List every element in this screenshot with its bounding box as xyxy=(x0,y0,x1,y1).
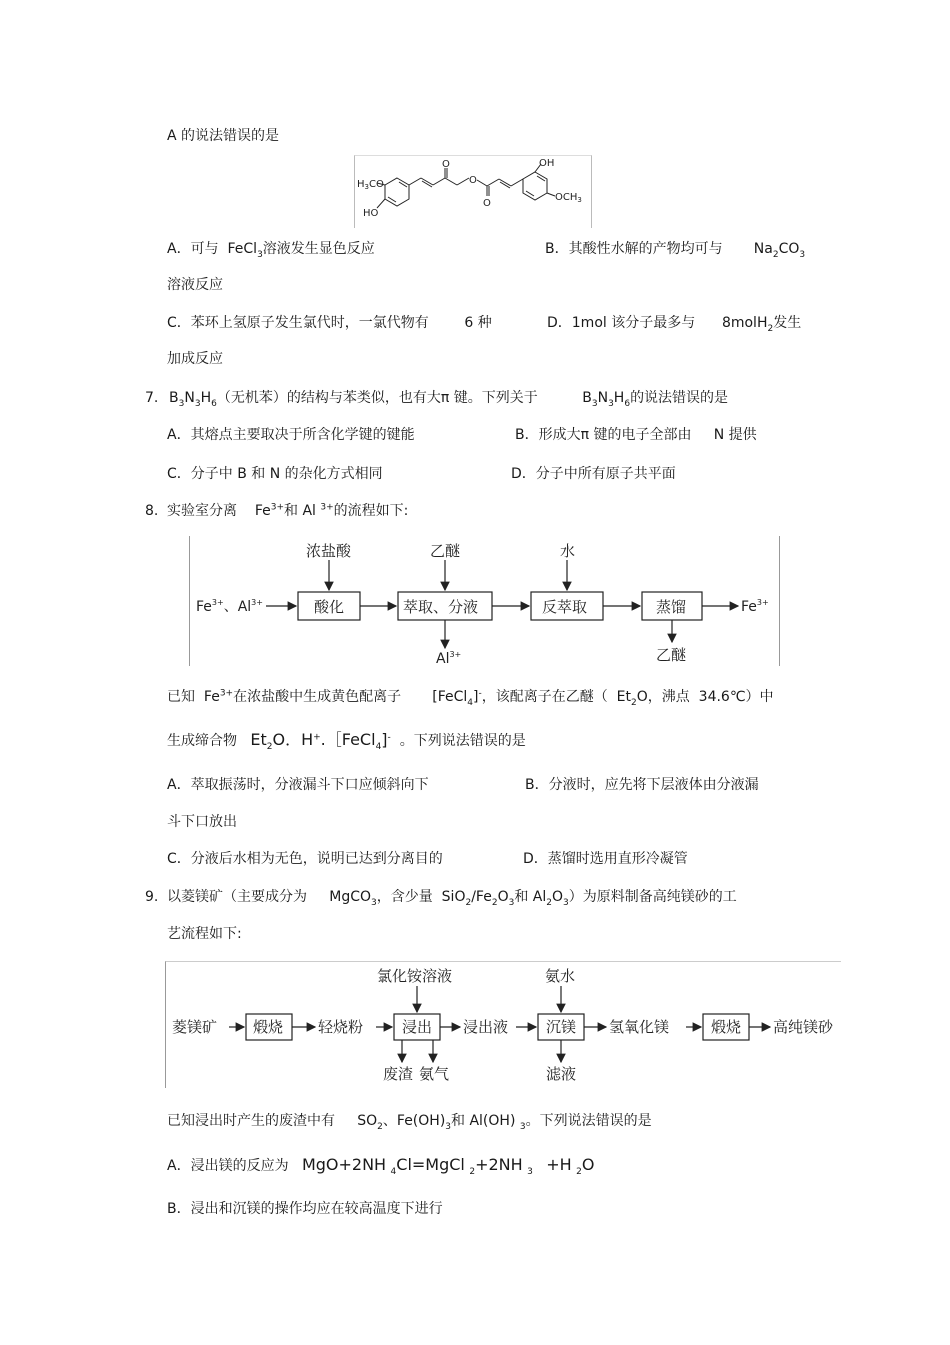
q8-input-water: 水 xyxy=(560,542,576,560)
q8-number: 8. xyxy=(145,503,159,519)
q8-stem: 实验室分离 $Fe^{3+}$和 Al $^{3+}$的流程如下: xyxy=(167,502,409,519)
hydroxy-left-label: HO xyxy=(363,208,379,219)
q9-end-product: 高纯镁砂 xyxy=(773,1018,834,1036)
q9-box-precipitate: 沉镁 xyxy=(546,1018,577,1036)
q9-output-ammonia-gas: 氨气 xyxy=(419,1065,450,1083)
q7-option-a: A．其熔点主要取决于所含化学键的键能 xyxy=(167,427,415,443)
q9-input-ammonia: 氨水 xyxy=(545,967,576,985)
q6-option-d: D．1mol 该分子最多与 8molH$_2$发生 xyxy=(547,315,802,334)
q8-option-c: C．分液后水相为无色，说明已达到分离目的 xyxy=(167,851,443,867)
structure-figure xyxy=(354,155,592,228)
q7-option-b: B．形成大π 键的电子全部由 N 提供 xyxy=(515,427,757,443)
q8-box-extract: 萃取、分液 xyxy=(403,598,479,616)
q8-output-ether: 乙醚 xyxy=(656,646,687,664)
q9-option-a: A．浸出镁的反应为 MgO+2NH $_4$Cl=MgCl $_2$+2NH $_3$ +H $_2$O xyxy=(167,1155,595,1177)
q8-known-1: 已知 $Fe^{3+}$在浓盐酸中生成黄色配离子 [FeCl$_4$]-，该配离子在乙醚（ $Et_2O$，沸点 34.6℃）中 xyxy=(167,688,774,708)
methoxy-left-label: $H_3CO$ xyxy=(357,179,384,191)
molecule-structure xyxy=(355,156,591,228)
q8-box-acidify: 酸化 xyxy=(314,598,345,616)
q8-option-d: D．蒸馏时选用直形冷凝管 xyxy=(523,851,688,867)
q7-option-d: D．分子中所有原子共平面 xyxy=(511,466,676,482)
q7-option-c: C．分子中 B 和 N 的杂化方式相同 xyxy=(167,466,383,482)
q8-box-back-extract: 反萃取 xyxy=(542,598,588,616)
q9-mid-mgoh2: 氢氧化镁 xyxy=(609,1018,670,1036)
q8-output-al: $Al^{3+}$ xyxy=(436,650,462,666)
q8-flow-svg xyxy=(190,536,779,666)
q8-option-b: B．分液时，应先将下层液体由分液漏 xyxy=(525,777,759,793)
methoxy-right-label: $OCH_3$ xyxy=(555,192,582,204)
q9-flow-svg xyxy=(166,962,841,1088)
q9-flowchart xyxy=(165,961,841,1088)
q8-flowchart xyxy=(189,536,780,666)
q9-stem-cont: 艺流程如下: xyxy=(167,926,242,942)
q9-number: 9. xyxy=(145,889,159,905)
q9-mid-leachate: 浸出液 xyxy=(463,1018,509,1036)
q7-number: 7. xyxy=(145,390,159,406)
q8-option-a: A．萃取振荡时，分液漏斗下口应倾斜向下 xyxy=(167,777,429,793)
q6-option-b: B．其酸性水解的产物均可与 $Na_2CO_3$ xyxy=(545,241,806,260)
q9-input-nh4cl: 氯化铵溶液 xyxy=(377,967,453,985)
q6-option-a: A．可与 FeCl$_3$溶液发生显色反应 xyxy=(167,241,375,260)
q8-start-label: $Fe^{3+}$、$Al^{3+}$ xyxy=(196,598,263,615)
ketone-o-label: O xyxy=(442,159,450,170)
q9-output-residue: 废渣 xyxy=(383,1065,414,1083)
q8-known-2: 生成缔合物 $Et_2O$．H+.［FeCl$_4$]- 。下列说法错误的是 xyxy=(167,730,526,752)
q9-stem: 以菱镁矿（主要成分为 MgCO$_3$，含少量 $SiO_2/Fe_2O_3$和 $Al_2O_3$）为原料制备高纯镁砂的工 xyxy=(167,889,737,908)
q9-box-calcine-2: 煅烧 xyxy=(711,1018,742,1036)
q9-mid-powder: 轻烧粉 xyxy=(318,1018,364,1036)
q6-option-b-cont: 溶液反应 xyxy=(167,277,223,293)
q9-box-calcine-1: 煅烧 xyxy=(253,1018,284,1036)
q9-output-filtrate: 滤液 xyxy=(546,1065,577,1083)
q7-stem: $B_3N_3H_6$（无机苯）的结构与苯类似，也有大π 键。下列关于 $B_3N_3H_6$的说法错误的是 xyxy=(169,390,729,409)
q8-option-b-cont: 斗下口放出 xyxy=(167,814,237,830)
q6-stem-tail: A 的说法错误的是 xyxy=(167,128,280,144)
ester-o-label: O xyxy=(469,175,477,186)
q8-input-ether: 乙醚 xyxy=(430,542,461,560)
ester-carbonyl-o-label: O xyxy=(483,198,491,209)
q8-end-label: $Fe^{3+}$ xyxy=(741,598,769,615)
q9-start-ore: 菱镁矿 xyxy=(172,1018,218,1036)
q6-option-d-cont: 加成反应 xyxy=(167,351,223,367)
hydroxy-right-label: OH xyxy=(539,158,555,169)
q6-option-c: C．苯环上氢原子发生氯代时，一氯代物有 6 种 xyxy=(167,315,492,331)
q8-input-hcl: 浓盐酸 xyxy=(306,542,352,560)
q9-option-b: B．浸出和沉镁的操作均应在较高温度下进行 xyxy=(167,1201,443,1217)
q8-box-distill: 蒸馏 xyxy=(656,598,687,616)
q9-known: 已知浸出时产生的废渣中有 $SO_2$、$Fe(OH)_3$和 Al(OH) $_3$。下列说法错误的是 xyxy=(167,1113,652,1132)
q9-box-leach: 浸出 xyxy=(402,1018,433,1036)
